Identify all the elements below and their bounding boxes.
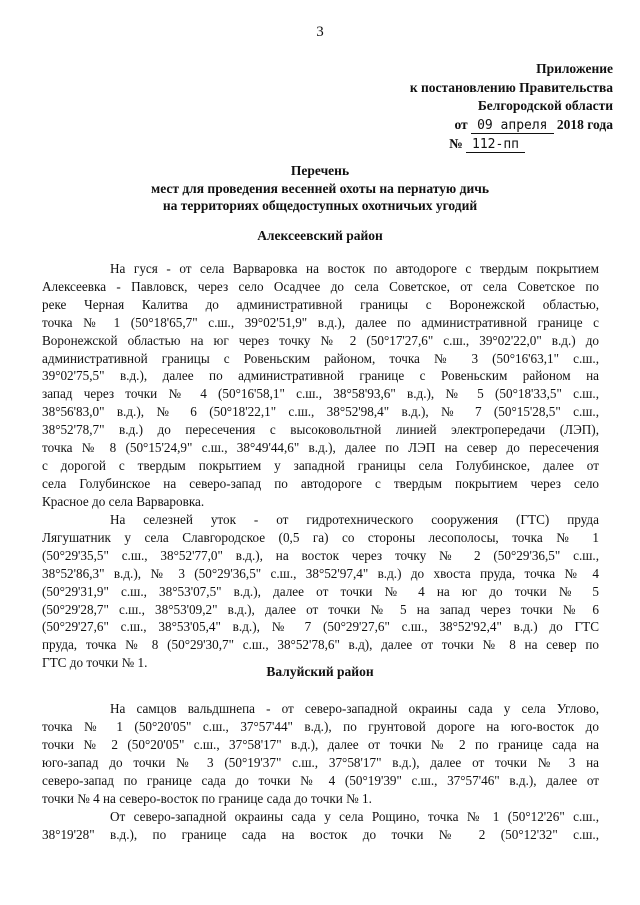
text-line: точка № 1 (50°18'65,7" с.ш., 39°02'51,9" в.д.), далее по административной границе с xyxy=(42,314,599,330)
date-suffix: 2018 года xyxy=(556,116,613,132)
text-line: точки № 4 на северо-восток по границе сада до точки № 1. xyxy=(42,790,372,806)
text-line: ГТС до точки № 1. xyxy=(42,655,148,671)
text-line: (50°29'28,7" с.ш., 38°53'09,2" в.д.), далее от точки № 5 на запад через точки № 6 xyxy=(42,601,599,617)
text-line: с дорогой с твердым покрытием у западной границы села Голубинское, далее от xyxy=(42,457,599,473)
text-line: 38°52'86,3" в.д.), № 3 (50°29'36,5" с.ш., 38°52'97,4" в.д.) до хвоста пруда, точка № 4 xyxy=(42,565,599,581)
title-line-1: Перечень xyxy=(290,163,350,178)
date-handwritten: 09 апреля xyxy=(471,118,553,134)
text-line: точки № 2 (50°20'05" с.ш., 37°58'17" в.д.), далее от точки № 2 по границе сада на xyxy=(42,736,599,752)
text-line: (50°29'27,6" с.ш., 38°53'05,4" в.д.), № 7 (50°29'27,6" с.ш., 38°52'92,4" в.д.) до ГТС xyxy=(42,619,599,635)
date-prefix: от xyxy=(454,116,468,132)
appendix-date xyxy=(383,116,613,136)
paragraph-geese xyxy=(42,260,599,511)
text-line: На самцов вальдшнепа - от северо-западной окраины сада у села Углово, xyxy=(110,701,599,716)
text-line: реке Черная Калитва до административной границы с Воронежской областью, xyxy=(42,296,599,312)
appendix-line-3: Белгородской области xyxy=(477,98,613,113)
text-line: села Голубинское на северо-запад по автодороге с твердым покрытием через село xyxy=(42,475,599,491)
text-line: (50°29'35,5" с.ш., 38°52'77,0" в.д.), на восток через точку № 2 (50°29'36,5" с.ш., xyxy=(42,547,599,563)
appendix-header xyxy=(383,60,613,155)
text-line: пруда, точка № 8 (50°29'30,7" с.ш., 38°52'78,6" в.д), далее от точки № 8 на север по xyxy=(42,637,599,653)
text-line: северо-запад по границе сада до точки № 4 (50°19'39" с.ш., 37°57'46" в.д.), далее от xyxy=(42,772,599,788)
text-line: юго-запад до точки № 3 (50°19'37" с.ш., 37°58'17" в.д.), далее от точки № 3 на xyxy=(42,754,599,770)
text-line: Красное до села Варваровка. xyxy=(42,493,205,509)
title-line-3: на территориях общедоступных охотничьих угодий xyxy=(162,198,478,213)
paragraph-roshchino xyxy=(42,808,599,844)
appendix-line-1: Приложение xyxy=(536,61,613,76)
text-line: Алексеевка - Павловск, через село Осадчее до села Советское, от села Советское по xyxy=(42,278,599,294)
document-title xyxy=(0,162,640,215)
text-line: точка № 1 (50°20'05" с.ш., 37°57'44" в.д.), по грунтовой дороге на юго-восток до xyxy=(42,718,599,734)
text-line: 38°56'83,0" в.д.), № 6 (50°18'22,1" с.ш., 38°52'98,4" в.д.), № 7 (50°15'28,5" с.ш., xyxy=(42,404,599,420)
text-line: На гуся - от села Варваровка на восток по автодороге с твердым покрытием xyxy=(110,261,599,276)
paragraph-woodcock xyxy=(42,700,599,807)
text-line: административной границы с Ровеньским районом, точка № 3 (50°16'63,1" с.ш., xyxy=(42,350,599,366)
text-line: (50°29'31,9" с.ш., 38°53'07,5" в.д.), далее от точки № 4 на юг до точки № 5 xyxy=(42,583,599,599)
text-line: Лягушатник у села Славгородское (0,5 га) со стороны лесополосы, точка № 1 xyxy=(42,529,599,545)
number-prefix: № xyxy=(449,136,463,151)
page-number: 3 xyxy=(316,24,324,40)
text-line: От северо-западной окраины сада у села Рощино, точка № 1 (50°12'26" с.ш., xyxy=(110,809,599,824)
paragraph-drakes xyxy=(42,511,599,672)
section-heading-valuysky: Валуйский район xyxy=(266,664,374,679)
text-line: точка № 8 (50°15'24,9" с.ш., 38°49'44,6" в.д.), далее по ЛЭП на север до пересечения xyxy=(42,440,599,456)
appendix-number xyxy=(383,135,613,155)
text-line: На селезней уток - от гидротехнического сооружения (ГТС) пруда xyxy=(110,512,599,527)
text-line: 38°52'78,7" в.д.) до пересечения с высоковольтной линией электропередачи (ЛЭП), xyxy=(42,422,599,438)
appendix-line-2: к постановлению Правительства xyxy=(409,79,613,95)
text-line: 38°19'28" в.д.), по границе сада на восток до точки № 2 (50°12'32" с.ш., xyxy=(42,826,599,842)
title-line-2: мест для проведения весенней охоты на пернатую дичь xyxy=(151,180,489,196)
number-handwritten: 112-пп xyxy=(466,137,525,153)
section-heading-alekseevsky: Алексеевский район xyxy=(257,228,383,243)
text-line: 39°02'75,5" в.д.), далее по административной границе с Ровеньским районом на xyxy=(42,368,599,384)
text-line: Воронежской областью на юг через точку № 2 (50°17'27,6" с.ш., 39°02'22,0" в.д.) до xyxy=(42,332,599,348)
text-line: запад через точки № 4 (50°16'58,1" с.ш., 38°58'93,6" в.д.), № 5 (50°18'33,5" с.ш., xyxy=(42,386,599,402)
